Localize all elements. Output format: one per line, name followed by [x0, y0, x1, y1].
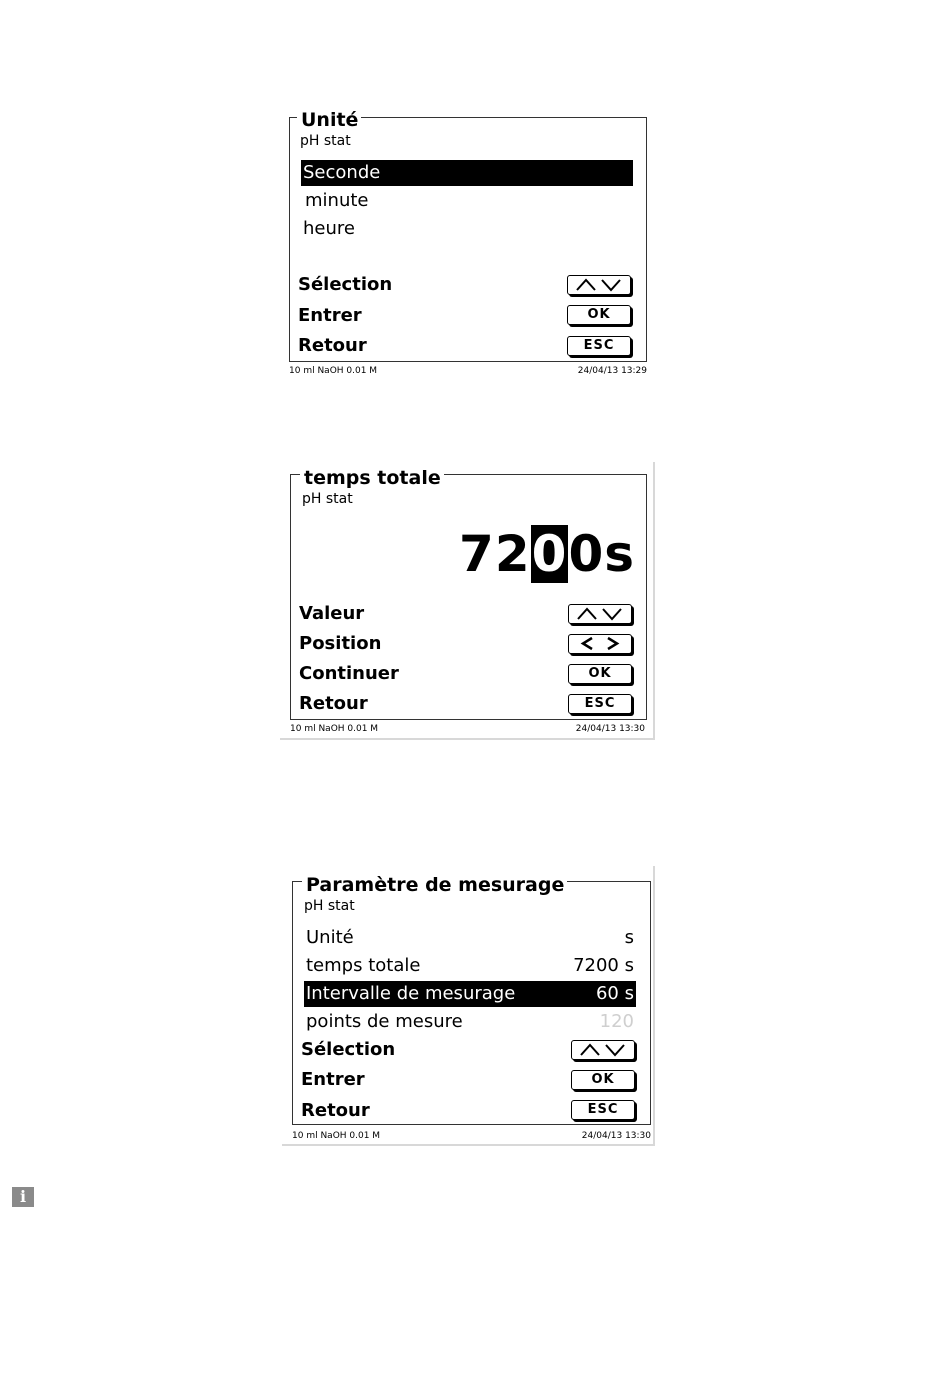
ok-key[interactable]: OK [568, 664, 632, 684]
up-down-arrows-icon [575, 606, 625, 621]
value-digits-before: 72 [459, 525, 531, 583]
esc-key[interactable]: ESC [571, 1100, 635, 1120]
param-label: points de mesure [306, 1011, 463, 1032]
footer-datetime: 24/04/13 13:29 [577, 366, 647, 376]
param-value: 7200 s [573, 955, 634, 976]
up-down-key[interactable] [567, 275, 631, 295]
action-retour-label: Retour [299, 693, 368, 714]
param-label: Intervalle de mesurage [306, 983, 516, 1004]
up-down-arrows-icon [578, 1042, 628, 1057]
footer-reagent: 10 ml NaOH 0.01 M [292, 1131, 381, 1141]
action-selection-label: Sélection [301, 1039, 396, 1060]
param-value: 60 s [595, 983, 634, 1004]
action-valeur-label: Valeur [299, 603, 365, 624]
action-retour-label: Retour [298, 335, 367, 356]
left-right-arrows-icon [575, 636, 625, 651]
esc-key[interactable]: ESC [568, 694, 632, 714]
screen-title: Paramètre de mesurage [302, 875, 567, 895]
measurement-params-screen [282, 866, 655, 1146]
screen-subtitle: pH stat [300, 133, 351, 149]
option-minute[interactable]: minute [305, 190, 369, 211]
footer-reagent: 10 ml NaOH 0.01 M [289, 366, 378, 376]
screen-subtitle: pH stat [304, 898, 355, 914]
param-value: 120 [599, 1011, 634, 1032]
screen-subtitle: pH stat [302, 491, 353, 507]
esc-key[interactable]: ESC [567, 336, 631, 356]
unit-screen [283, 108, 653, 380]
ok-key[interactable]: OK [567, 305, 631, 325]
up-down-arrows-icon [574, 277, 624, 292]
option-seconde[interactable]: Seconde [301, 160, 633, 186]
info-icon: i [12, 1187, 34, 1207]
param-row-intervalle[interactable] [304, 981, 636, 1007]
action-continuer-label: Continuer [299, 663, 399, 684]
up-down-key[interactable] [571, 1040, 635, 1060]
param-row-points [304, 1009, 636, 1035]
param-label: temps totale [306, 955, 421, 976]
total-time-screen [280, 462, 655, 740]
param-value: s [624, 927, 634, 948]
footer-datetime: 24/04/13 13:30 [581, 1131, 651, 1141]
left-right-key[interactable] [568, 634, 632, 654]
action-entrer-label: Entrer [301, 1069, 365, 1090]
footer-datetime: 24/04/13 13:30 [575, 724, 645, 734]
param-row-temps-totale[interactable] [304, 953, 636, 979]
option-heure[interactable]: heure [303, 218, 355, 239]
value-cursor-digit[interactable]: 0 [531, 525, 568, 583]
action-retour-label: Retour [301, 1100, 370, 1121]
screen-title: temps totale [300, 468, 444, 488]
action-selection-label: Sélection [298, 274, 393, 295]
total-time-value[interactable] [459, 526, 635, 582]
value-digits-after: 0s [568, 525, 635, 583]
param-label: Unité [306, 927, 354, 948]
action-entrer-label: Entrer [298, 305, 362, 326]
screen-title: Unité [297, 110, 361, 130]
up-down-key[interactable] [568, 604, 632, 624]
param-row-unite[interactable] [304, 925, 636, 951]
action-position-label: Position [299, 633, 382, 654]
ok-key[interactable]: OK [571, 1070, 635, 1090]
footer-reagent: 10 ml NaOH 0.01 M [290, 724, 379, 734]
